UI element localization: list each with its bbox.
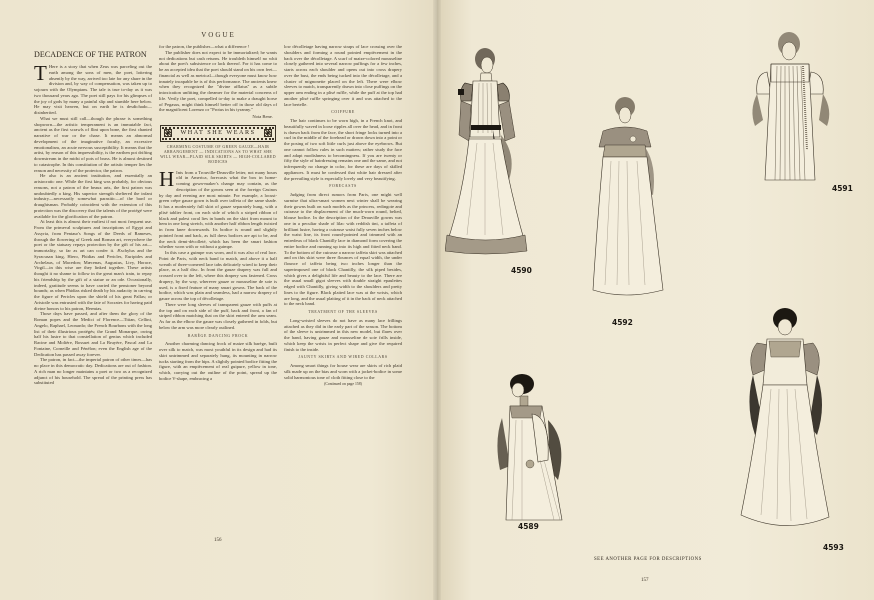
- ornament-icon: [264, 129, 272, 137]
- fashion-paragraph: Judging from direct rumors from Paris, one might well surmise that ultra-smart women next winter shall be wearing their gowns built on such models as the princess, redingote and cuirasse to the displacement of the much-worn round, belted, blouse bodice. In the description of the Deauville gowns was one in a peculiar shade of lilac with reddish tint, a taffeta of brilliant lustre, having a cuirasse waist fully seven inches below the waist line, its front round-pointed and trimmed with an entredeux of black Chantilly lace in diamond form covering the entire bodice and running up into its high and fitted neck band. To the bottom of the cuirasse a narrow taffeta skirt was attached and on this skirt were three flounces of equal width, the under flounce of taffeta being two inches longer than the superimposed one of black Chantilly, the silk piped besides, which gives a delightful life and beauty to the lace. There are the usual small gigot sleeves with double straight epaulettes edged with Chantilly, giving width to the shoulders and pretty lines to the figure. Black plaited lace was at the wrists, which are long, and the usual plaiting of it in the back of neck attached to the neck band.: [284, 192, 402, 307]
- dropcap: T: [34, 61, 47, 85]
- article-signature: Nota Bene.: [252, 114, 273, 119]
- right-page: [437, 0, 874, 600]
- fashion-paragraph: Among smart things for house wear are skirts of rich plaid silk made up on the bias and worn with a jacket-bodice in some solid harmonious tone of cloth fitting close to the: [284, 363, 402, 380]
- fashion-figure-4592: [585, 95, 685, 315]
- fashion-figure-4589: [492, 370, 582, 530]
- article-paragraph: The patron, in fact—the imperial patron of other times—has no place in this democratic day. Dedications are out of fashion. A rich man no longer maintains a poet or two as a recognized adjunct of his household. The spread of the printing press has substituted: [34, 357, 152, 386]
- section-heading: FORECASTS: [329, 184, 357, 189]
- figure-number: 4590: [511, 266, 532, 275]
- article-paragraph: The publisher does not expect to be immortalized; he wants not dedications but cash returns. He troubleth himself no whit about the poet's subsistence or lack thereof. For it has come to be an accepted idea that the poet should stand on his own feet—financial as well as metrical—though everyone must know how innately incapable he is of this performance. The ancients knew when they recognized the "divine afflatus" as a subtle intoxication unfitting the dreamer for the material concerns of life. Verily the poet, compelled to-day to make a draught horse of Pegasus, might think himself better off in those old days of the magnificent Lorenzo or "Protus in his tyranny.": [159, 49, 277, 113]
- running-head: VOGUE: [201, 31, 236, 39]
- fashion-paragraph: In this case a guimpe was worn, and it was also of real lace. Point de Paris, with neck band to match, and above it a half wreath of three-cornered lace tabs delicately wired to keep their place, as a half disc. In front the gauze drapery was full and crossed over to the left, where this drapery was fastened. Cross drapery, by the way, wherever gauze or mousseline de soie is used, is a fixed feature of many smart gowns. The back of the bodice, which was plain and seamless, had a narrow drapery of gauze across the top of décolletage.: [159, 250, 277, 302]
- figure-number: 4593: [823, 543, 844, 552]
- fashion-paragraph: Long-wristed sleeves do not have as many lace frillings attached as they did in the early part of the season. The bottom of the sleeve is untrimmed in this new model, but flares over the hand, having gauze and mousseline de soie frills inside, which keep the wrists in perfect shape and give the required finish to the inside.: [284, 317, 402, 352]
- figure-number: 4589: [518, 522, 539, 531]
- continued-note: (Continued on page 158): [324, 382, 362, 387]
- section-heading: JAUNTY SKIRTS AND WIRED COLLARS: [298, 355, 388, 360]
- book-gutter: [433, 0, 441, 600]
- article-paragraph: At least this is almost their earliest if not most frequent use. From the primeval sculptures and inscriptions of Egypt and Assyria, from Pentaur's Songs of the Deeds of Rameses, through the flowering of Greek and Roman art, everywhere the poet or the statuary repays protection by the gift of his art—immortality, so far as art can confer it. Æschylus and the Syracusan king, Hiero, Phidias and Pericles, Euripides and Archelaus, of Macedon; Mæcenas, Augustus, Livy, Horace, Virgil—in this wise are they linked together. These artists thought it no shame to follow in the great man's train, to repay his friendship by the gift of a statue or an ode. Occasionally, indeed, gratitude seems to have carried the pensioner beyond bounds; as when Phidias risked death by his audacity in carving the figure of Pericles upon the shield of his great Pallas; or Aristotle was entrusted with the fate of Socrates for having paid divine honors to his patron, Hermias.: [34, 219, 152, 311]
- fashion-figure-4590: [445, 45, 535, 265]
- figure-number: 4591: [832, 184, 853, 193]
- section-heading: COIFFURE: [331, 110, 355, 115]
- article-paragraph: What we must still call—though the phrase is something shopworn—the artistic temperament is an immutable fact, ancient as the first scrawls of flint upon bone, the first chanted narrative of war or the chase. It means an abnormal development of the imaginative faculty, an excessive emotionalism, an acute nervous susceptibility. It means that the artist, by reason of this impressibility, is the earthen pot drifting downstream in the midst of pots of brass. He is almost destined to catastrophe. In this constitution of the artistic temper lies the reason and necessity of the protector, the patron.: [34, 115, 152, 173]
- fashion-figure-4591: [747, 30, 847, 185]
- figure-number: 4592: [612, 318, 633, 327]
- article-paragraph: T Here is a story that when Zeus was parceling out the earth among the sons of men, the poet, loitering absently by the way, arrived too late for any share in the division and, by way of compensation, was taken up to sojourn with the Olympians. The tale is true to-day as it was two thousand years ago. The poet still pays for his glimpses of the joy of gods by many a painful slip and stumble here below. He may visit heaven, but on earth he is desdichado—disinherited.: [34, 61, 152, 115]
- article-title: DECADENCE OF THE PATRON: [34, 50, 147, 59]
- ornament-icon: [164, 129, 172, 137]
- banner-title: WHAT SHE WEARS: [180, 129, 256, 137]
- section-heading: TREATMENT OF THE SLEEVES: [308, 310, 378, 314]
- fashion-figure-4593: [727, 305, 847, 545]
- page-number-right: 157: [641, 578, 649, 583]
- dropcap: H: [159, 166, 175, 191]
- column-banner: [160, 125, 276, 142]
- column-1: [34, 50, 152, 386]
- article-paragraph: He also is an ancient institution, and essentially an aristocratic one. While the first king was probably, for obvious reasons, not a patron of the beaux arts, the first patron was undoubtedly a king. His superior strength sheltered the infant industry—necessarily somewhat parasitic—of the bard or draughtsman. Probably coincident with the extension of this protection was the discovery that the talents of the protégé were available for the glorification of the patron.: [34, 173, 152, 219]
- column-2: [159, 44, 277, 382]
- article-paragraph: for the patron, the publisher—what a difference !: [159, 44, 250, 49]
- column-3: [284, 44, 402, 388]
- fashion-paragraph: low décolletage having narrow straps of lace crossing over the shoulders and forming a round pointed empiècement in the back over the décolletage. A scarf of maize-colored mousseline closely gathered into several narrow puffings for a few inches, starts across each shoulder and opens out into cross drapery over the bust, the ends being tucked into the décolletage, and a cluster of mignonette placed on the left. There were elbow sleeves to match, transparently drawn into close puffings on the upper arm ending in a plisé ruffle, while the puff at the top had another plisé ruffle springing over it and was attached to the lace bertelle.: [284, 44, 402, 107]
- descriptions-caption: SEE ANOTHER PAGE FOR DESCRIPTIONS: [594, 557, 702, 562]
- fashion-paragraph: Another charming dancing frock of maize silk barège, built over silk to match, was most youthful in its design and had its skirt untrimmed and separately hung, its mounting in narrow tucks starting from the hips. A slightly pointed bodice fitting the figure, with an empiècement of real guipure, yellow in tone, which, carrying out the outline of the point, spread up the bodice V-shape, embracing a: [159, 341, 277, 381]
- page-number-left: 156: [214, 538, 222, 543]
- column-subhead: CHARMING COSTUME OF GREEN GAUZE—HAIR ARRANGEMENT — INDICATIONS AS TO WHAT SHE WILL WEAR—PLAID SILK SKIRTS — HIGH-COLLARED BODICES: [160, 144, 276, 165]
- fashion-paragraph: The hair continues to be worn high, in a French knot, and beautifully waved in loose ripples all over the head, and in front is drawn back from the face, the short fringe locks turned into a curl in the middle of the forehead or drawn down into a point or the posing of two soft little curls just above the eyebrows. But one cannot follow rules in such matters; rather study the face and adapt modishness to becomingness. If you are twenty or fifty the style of hairdressing remains one and the same, and not infrequently no change in color, for these are days of skilled appliances. It must be confessed that white hair dressed after the prevailing style is especially lovely and very beautifying.: [284, 118, 402, 181]
- article-paragraph: Those days have passed, and after them the glory of the Roman popes and the Medici of Florence—Titian, Cellini, Angelo, Raphael, Leonardo; the French Bourbons with the long list of their illustrious protégés; the Grand Monarque, owing half his lustre to that constellation of genius which included Racine and Molière, Bossuet and La Bruyère, Pascal and La Fontaine, Corneille and Fénélon; even the English age of the Dedication has passed away forever.: [34, 311, 152, 357]
- section-heading: BARÈGE DANCING FROCK: [187, 333, 249, 338]
- fashion-paragraph: H Ints from a Trouville-Deauville letter, not many hours old in America, forecasts what the box in home-coming gown-maker's change may contain, as the description of the gowns seen at the foreign Casinos by day and evening are most minute. For example, a locust-green crêpe gauze gown is built over taffeta of the same shade. It has a moderately full skirt of gauze separately hung, with a plisé tablier front, on each side of which a striped ribbon of black and palest coral lies in bands on the skirt from mount to hem in one long stretch, with another half ribbon length twisted in from knee downwards. Its bodice is round and slightly pointed front and back, as full dress bodices are apt to be, and the neck demi-décolleté, which has been the smart fashion whether worn with or without a guimpe.: [159, 166, 277, 250]
- fashion-paragraph: There were long sleeves of transparent gauze with puffs at the top and on each side of the puff, back and front, a fan of striped ribbon matching that on the skirt entered the arm seam. As far as the elbow the gauze was closely gathered in folds, but below the arm was more clearly outlined.: [159, 301, 277, 330]
